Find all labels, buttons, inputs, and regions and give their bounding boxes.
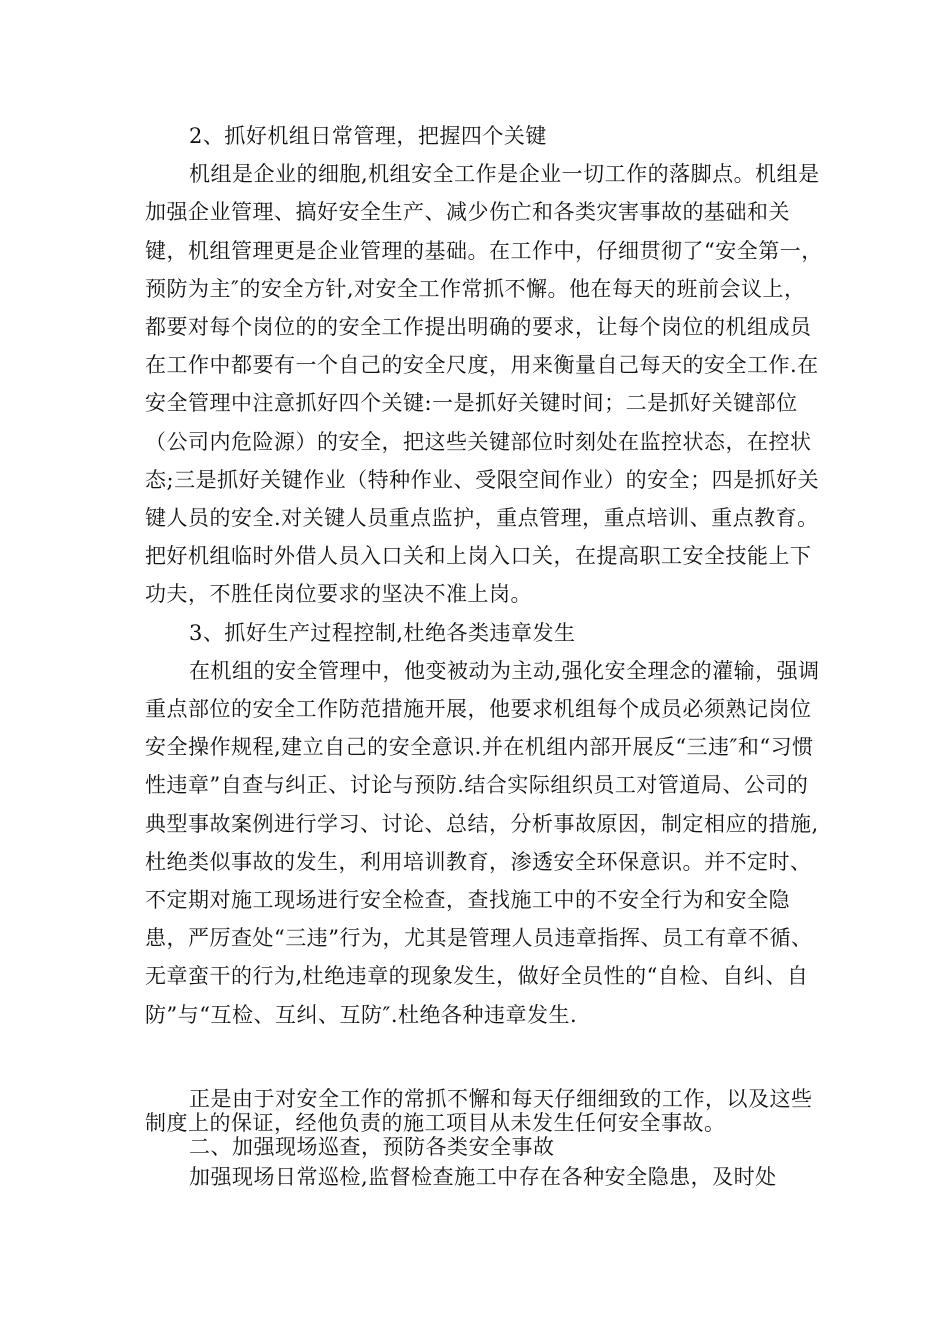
section-heading-site-inspection: 二、加强现场巡查，预防各类安全事故: [189, 1135, 555, 1159]
paragraph-summary: 正是由于对安全工作的常抓不懈和每天仔细细致的工作，以及这些制度上的保证，经他负责的施工项目从未发生任何安全事故。: [145, 1087, 813, 1135]
paragraph-process-control: 在机组的安全管理中，他变被动为主动,强化安全理念的灌输，强调重点部位的安全工作防范措施开展，他要求机组每个成员必须熟记岗位安全操作规程,建立自己的安全意识.并在机组内部开展反“三违″和“习惯性违章”自查与纠正、讨论与预防.结合实际组织员工对管道局、公司的典型事故案例进行学习、讨论、总结，分析事故原因，制定相应的措施,杜绝类似事故的发生，利用培训教育，渗透安全环保意识。并不定时、不定期对施工现场进行安全检查，查找施工中的不安全行为和安全隐患，严厉查处“三违”行为，尤其是管理人员违章指挥、员工有章不循、无章蛮干的行为,杜绝违章的现象发生，做好全员性的“自检、自纠、自防”与“互检、互纠、互防″.杜绝各种违章发生.: [145, 658, 820, 1027]
paragraph-unit-management: 机组是企业的细胞,机组安全工作是企业一切工作的落脚点。机组是加强企业管理、搞好安全生产、减少伤亡和各类灾害事故的基础和关键，机组管理更是企业管理的基础。在工作中，仔细贯彻了“安全第一，预防为主″的安全方针,对安全工作常抓不懈。他在每天的班前会议上，都要对每个岗位的的安全工作提出明确的要求，让每个岗位的机组成员在工作中都要有一个自己的安全尺度，用来衡量自己每天的安全工作.在安全管理中注意抓好四个关键:一是抓好关键时间；二是抓好关键部位（公司内危险源）的安全，把这些关键部位时刻处在监控状态，在控状态;三是抓好关键作业（特种作业、受限空间作业）的安全；四是抓好关键人员的安全.对关键人员重点监护，重点管理，重点培训、重点教育。把好机组临时外借人员入口关和上岗入口关，在提高职工安全技能上下功夫，不胜任岗位要求的坚决不准上岗。: [145, 162, 823, 607]
paragraph-site-inspection: 加强现场日常巡检,监督检查施工中存在各种安全隐患，及时处: [189, 1165, 777, 1189]
document-body-summary: [145, 1087, 825, 1159]
section-heading-3: 3、抓好生产过程控制,杜绝各类违章发生: [189, 620, 576, 645]
document-body-lower: [145, 1158, 825, 1196]
document-body-upper: [145, 117, 825, 1034]
section-heading-2: 2、抓好机组日常管理，把握四个关键: [189, 124, 547, 148]
